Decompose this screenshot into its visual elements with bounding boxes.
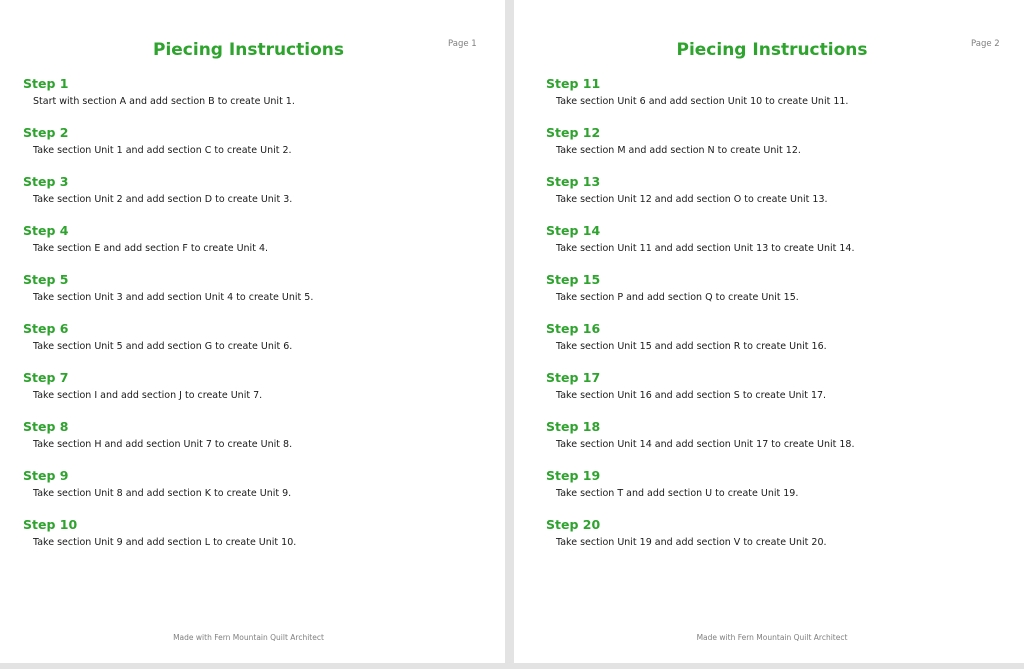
page-footer: Made with Fern Mountain Quilt Architect [696, 633, 848, 642]
step-instruction: Take section Unit 9 and add section L to create Unit 10. [33, 537, 297, 548]
step-list [23, 75, 495, 565]
step-instruction: Take section Unit 6 and add section Unit 10 to create Unit 11. [556, 96, 849, 107]
step-item [546, 467, 1014, 516]
step-item [546, 418, 1014, 467]
step-title: Step 13 [546, 174, 601, 189]
step-item [23, 222, 495, 271]
page-title: Piecing Instructions [676, 40, 868, 60]
step-title: Step 4 [23, 223, 69, 238]
step-title: Step 11 [546, 76, 601, 91]
step-instruction: Take section Unit 8 and add section K to create Unit 9. [33, 488, 292, 499]
step-title: Step 17 [546, 370, 601, 385]
step-list [546, 75, 1014, 565]
step-title: Step 5 [23, 272, 69, 287]
step-instruction: Take section T and add section U to create Unit 19. [556, 488, 799, 499]
step-item [23, 173, 495, 222]
step-title: Step 3 [23, 174, 69, 189]
step-item [23, 516, 495, 565]
step-item [546, 271, 1014, 320]
step-title: Step 7 [23, 370, 69, 385]
step-item [23, 124, 495, 173]
step-title: Step 12 [546, 125, 601, 140]
step-item [23, 369, 495, 418]
step-item [546, 173, 1014, 222]
step-instruction: Take section Unit 12 and add section O to create Unit 13. [556, 194, 828, 205]
step-title: Step 20 [546, 517, 601, 532]
step-instruction: Take section Unit 5 and add section G to create Unit 6. [33, 341, 293, 352]
step-instruction: Take section M and add section N to create Unit 12. [556, 145, 801, 156]
page-title: Piecing Instructions [152, 40, 344, 60]
step-instruction: Take section E and add section F to create Unit 4. [33, 243, 269, 254]
step-title: Step 8 [23, 419, 69, 434]
step-instruction: Start with section A and add section B to create Unit 1. [33, 96, 295, 107]
step-title: Step 19 [546, 468, 601, 483]
step-instruction: Take section P and add section Q to create Unit 15. [556, 292, 799, 303]
step-title: Step 2 [23, 125, 69, 140]
step-item [546, 320, 1014, 369]
page-1 [0, 0, 505, 663]
page-number: Page 2 [971, 39, 1000, 49]
step-instruction: Take section H and add section Unit 7 to create Unit 8. [33, 439, 293, 450]
step-item [546, 222, 1014, 271]
step-instruction: Take section Unit 11 and add section Unit 13 to create Unit 14. [556, 243, 855, 254]
step-instruction: Take section Unit 2 and add section D to create Unit 3. [33, 194, 293, 205]
page-footer: Made with Fern Mountain Quilt Architect [173, 633, 324, 642]
step-title: Step 1 [23, 76, 69, 91]
step-title: Step 10 [23, 517, 78, 532]
step-title: Step 14 [546, 223, 601, 238]
step-item [546, 124, 1014, 173]
step-item [23, 75, 495, 124]
step-item [546, 516, 1014, 565]
step-title: Step 6 [23, 321, 69, 336]
step-instruction: Take section Unit 15 and add section R to create Unit 16. [556, 341, 827, 352]
step-title: Step 15 [546, 272, 601, 287]
step-title: Step 18 [546, 419, 601, 434]
step-instruction: Take section Unit 1 and add section C to create Unit 2. [33, 145, 292, 156]
step-title: Step 9 [23, 468, 69, 483]
step-instruction: Take section Unit 16 and add section S to create Unit 17. [556, 390, 827, 401]
step-item [23, 467, 495, 516]
step-instruction: Take section Unit 19 and add section V to create Unit 20. [556, 537, 827, 548]
step-instruction: Take section Unit 3 and add section Unit 4 to create Unit 5. [33, 292, 314, 303]
step-instruction: Take section I and add section J to create Unit 7. [33, 390, 263, 401]
step-item [23, 418, 495, 467]
page-2 [514, 0, 1024, 663]
page-number: Page 1 [448, 39, 477, 49]
step-item [546, 75, 1014, 124]
step-title: Step 16 [546, 321, 601, 336]
step-instruction: Take section Unit 14 and add section Unit 17 to create Unit 18. [556, 439, 855, 450]
step-item [23, 320, 495, 369]
step-item [23, 271, 495, 320]
step-item [546, 369, 1014, 418]
